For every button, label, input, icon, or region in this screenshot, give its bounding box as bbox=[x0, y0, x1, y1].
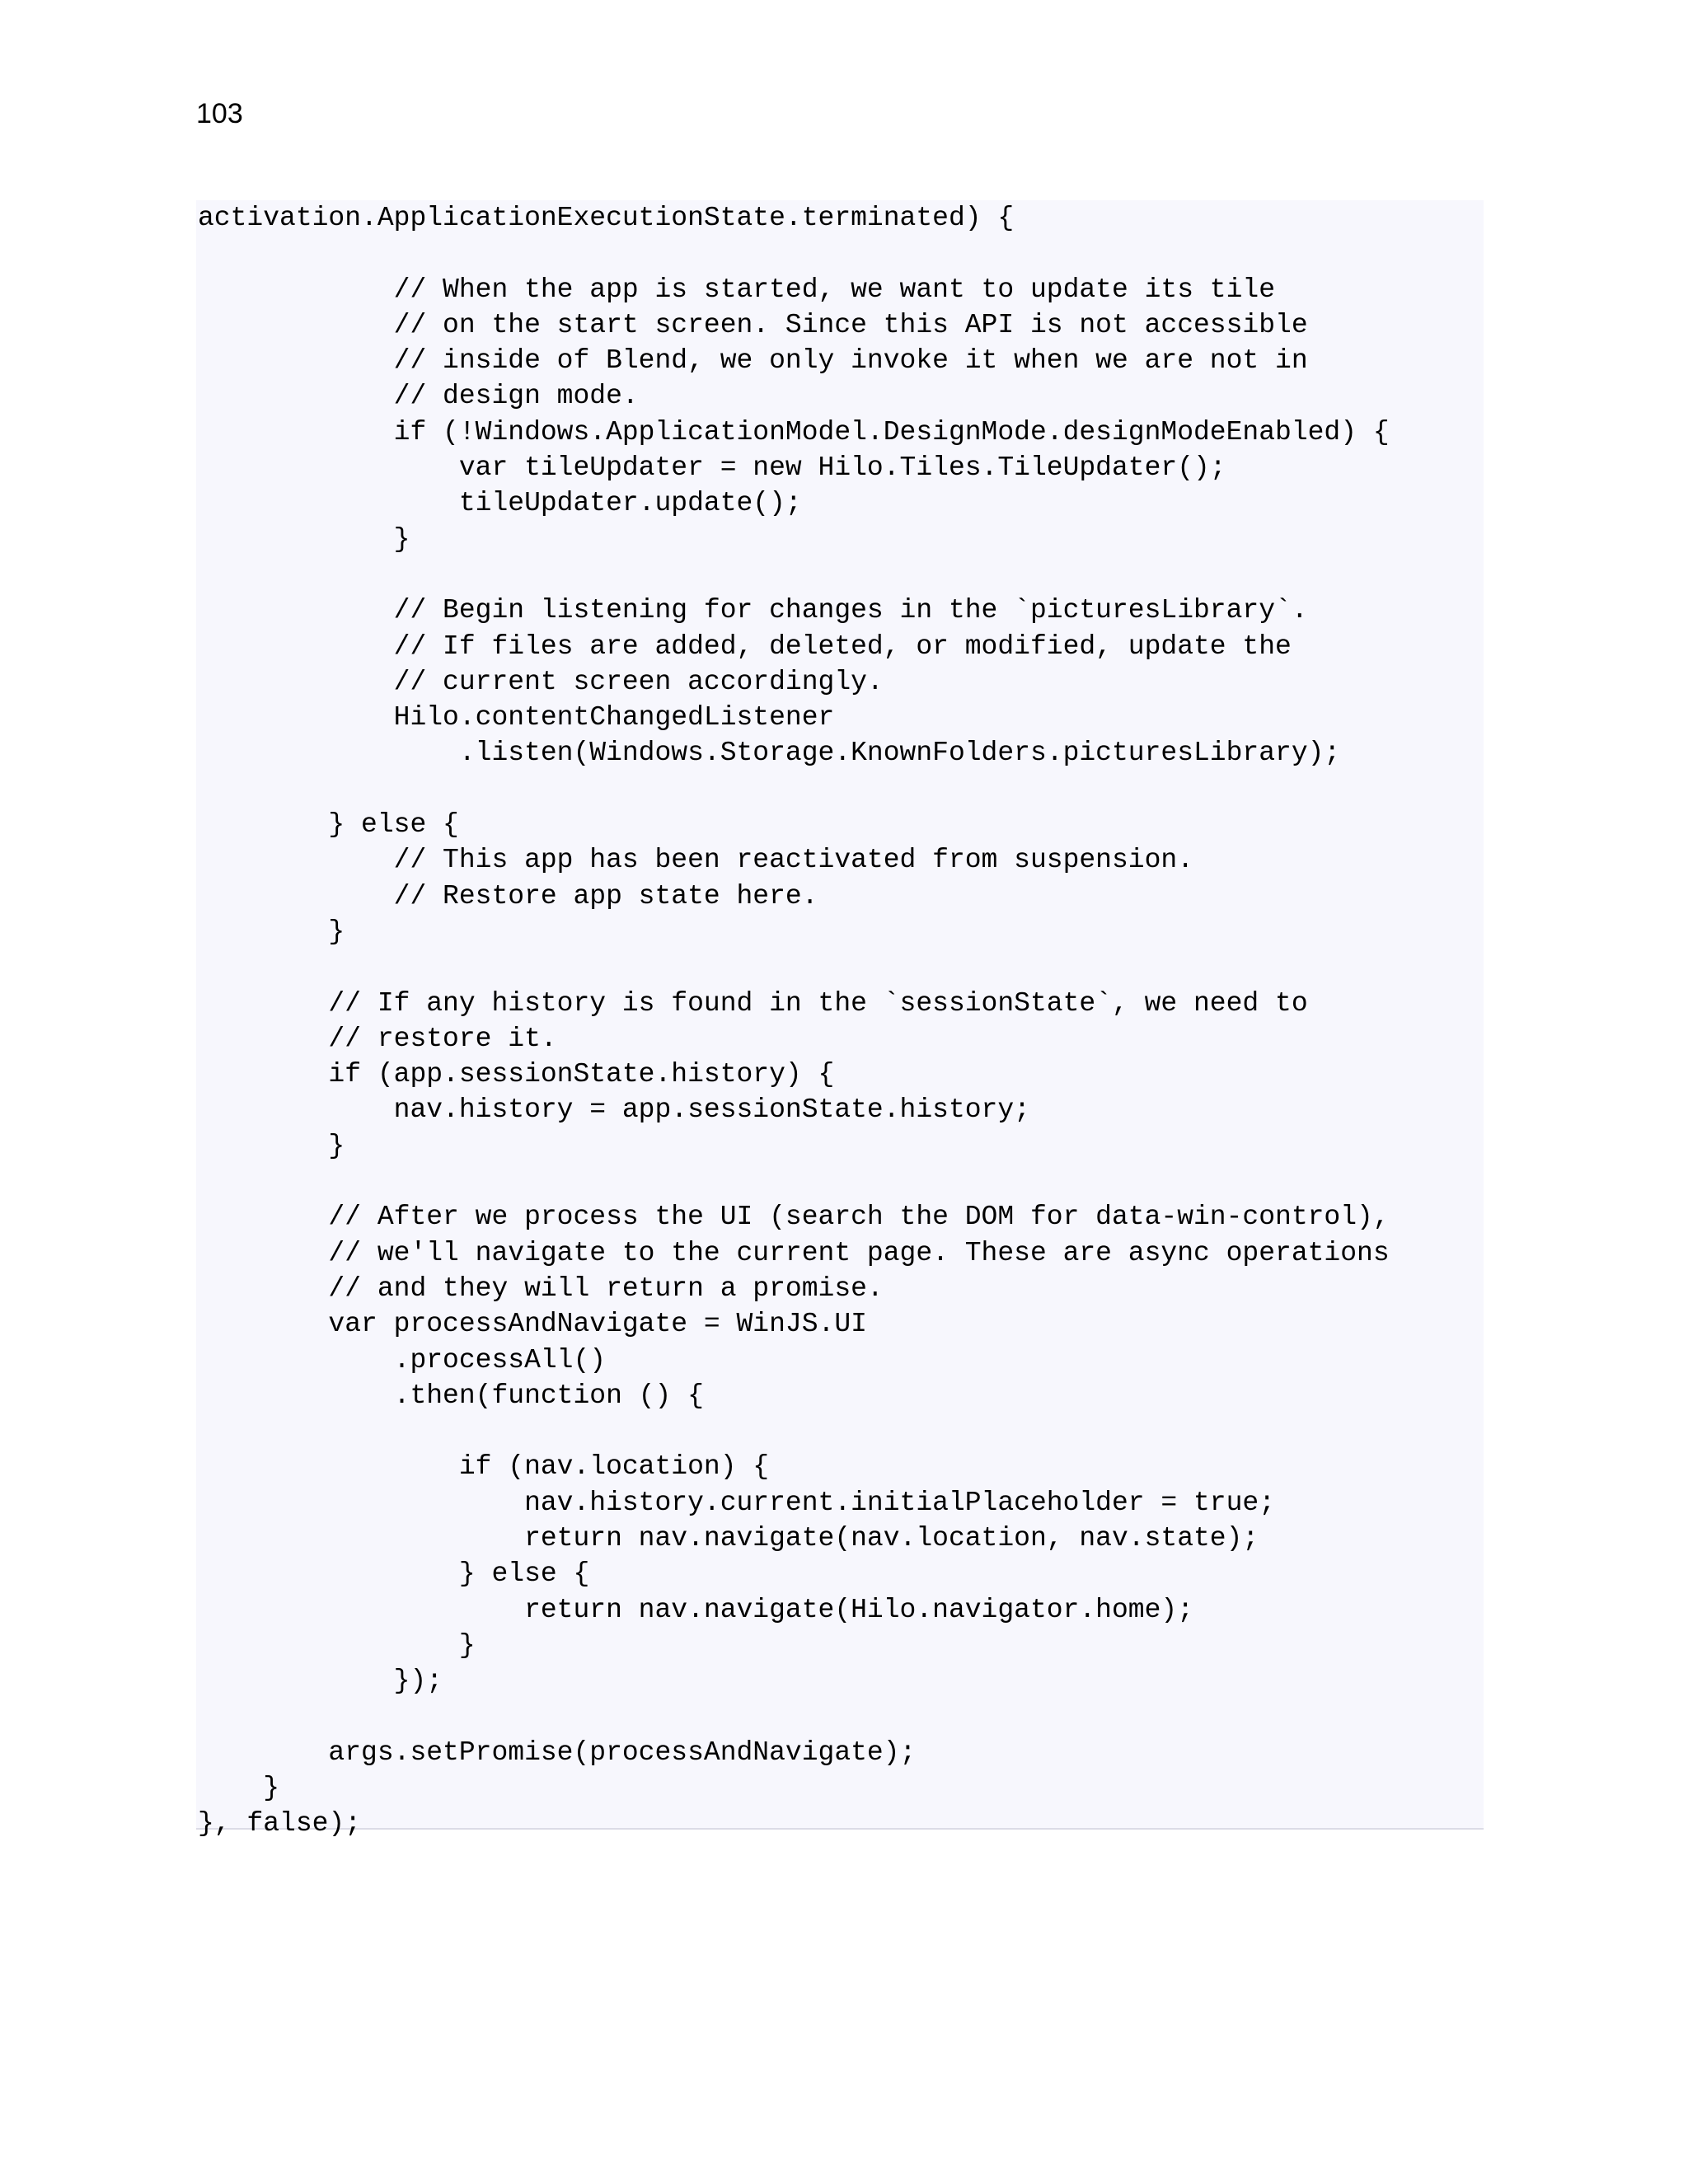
code-line bbox=[198, 1413, 1390, 1449]
code-line: if (!Windows.ApplicationModel.DesignMode.designModeEnabled) { bbox=[198, 416, 1390, 448]
code-line: Hilo.contentChangedListener bbox=[198, 702, 835, 733]
code-line: } else { bbox=[198, 1558, 590, 1590]
code-line: // This app has been reactivated from suspension. bbox=[198, 845, 1193, 876]
code-line bbox=[198, 771, 1390, 807]
code-line: // If any history is found in the `sessionState`, we need to bbox=[198, 987, 1308, 1019]
code-lines bbox=[198, 200, 1390, 1842]
code-line: var processAndNavigate = WinJS.UI bbox=[198, 1309, 867, 1340]
code-line bbox=[198, 557, 1390, 593]
code-line: tileUpdater.update(); bbox=[198, 488, 802, 519]
code-line bbox=[198, 949, 1390, 985]
code-line: } bbox=[198, 1773, 280, 1804]
code-line: // inside of Blend, we only invoke it when we are not in bbox=[198, 345, 1308, 377]
code-line: } bbox=[198, 523, 410, 555]
code-line: if (nav.location) { bbox=[198, 1451, 770, 1483]
code-block bbox=[196, 200, 1484, 1840]
code-line: nav.history.current.initialPlaceholder = true; bbox=[198, 1487, 1276, 1518]
code-line bbox=[198, 1164, 1390, 1199]
code-line: // restore it. bbox=[198, 1023, 557, 1054]
code-line: // Begin listening for changes in the `picturesLibrary`. bbox=[198, 595, 1308, 626]
code-line: } else { bbox=[198, 809, 459, 841]
code-line: // design mode. bbox=[198, 381, 639, 412]
code-line: args.setPromise(processAndNavigate); bbox=[198, 1736, 917, 1768]
code-line: var tileUpdater = new Hilo.Tiles.TileUpdater(); bbox=[198, 452, 1226, 484]
code-line: // and they will return a promise. bbox=[198, 1272, 884, 1304]
code-line: // we'll navigate to the current page. These are async operations bbox=[198, 1237, 1390, 1268]
code-line: return nav.navigate(nav.location, nav.state); bbox=[198, 1522, 1259, 1554]
code-line: .then(function () { bbox=[198, 1380, 704, 1411]
code-line: // Restore app state here. bbox=[198, 880, 818, 912]
code-line: return nav.navigate(Hilo.navigator.home); bbox=[198, 1594, 1193, 1625]
code-line: nav.history = app.sessionState.history; bbox=[198, 1094, 1030, 1126]
code-line: .processAll() bbox=[198, 1344, 607, 1376]
code-line: // When the app is started, we want to update its tile bbox=[198, 274, 1276, 305]
code-line: }, false); bbox=[198, 1808, 362, 1840]
code-line: } bbox=[198, 1130, 345, 1161]
code-line: }); bbox=[198, 1666, 443, 1697]
code-line: // on the start screen. Since this API is not accessible bbox=[198, 309, 1308, 340]
code-line bbox=[198, 236, 1390, 271]
code-line: .listen(Windows.Storage.KnownFolders.picturesLibrary); bbox=[198, 738, 1341, 769]
code-line: if (app.sessionState.history) { bbox=[198, 1059, 835, 1090]
code-line: } bbox=[198, 1629, 476, 1661]
page-number: 103 bbox=[196, 98, 243, 129]
code-line: // current screen accordingly. bbox=[198, 666, 884, 697]
code-line: activation.ApplicationExecutionState.terminated) { bbox=[198, 203, 1015, 233]
code-line bbox=[198, 1699, 1390, 1734]
code-line: // After we process the UI (search the DOM for data-win-control), bbox=[198, 1202, 1390, 1233]
code-line: } bbox=[198, 916, 345, 947]
code-line: // If files are added, deleted, or modified, update the bbox=[198, 630, 1292, 662]
